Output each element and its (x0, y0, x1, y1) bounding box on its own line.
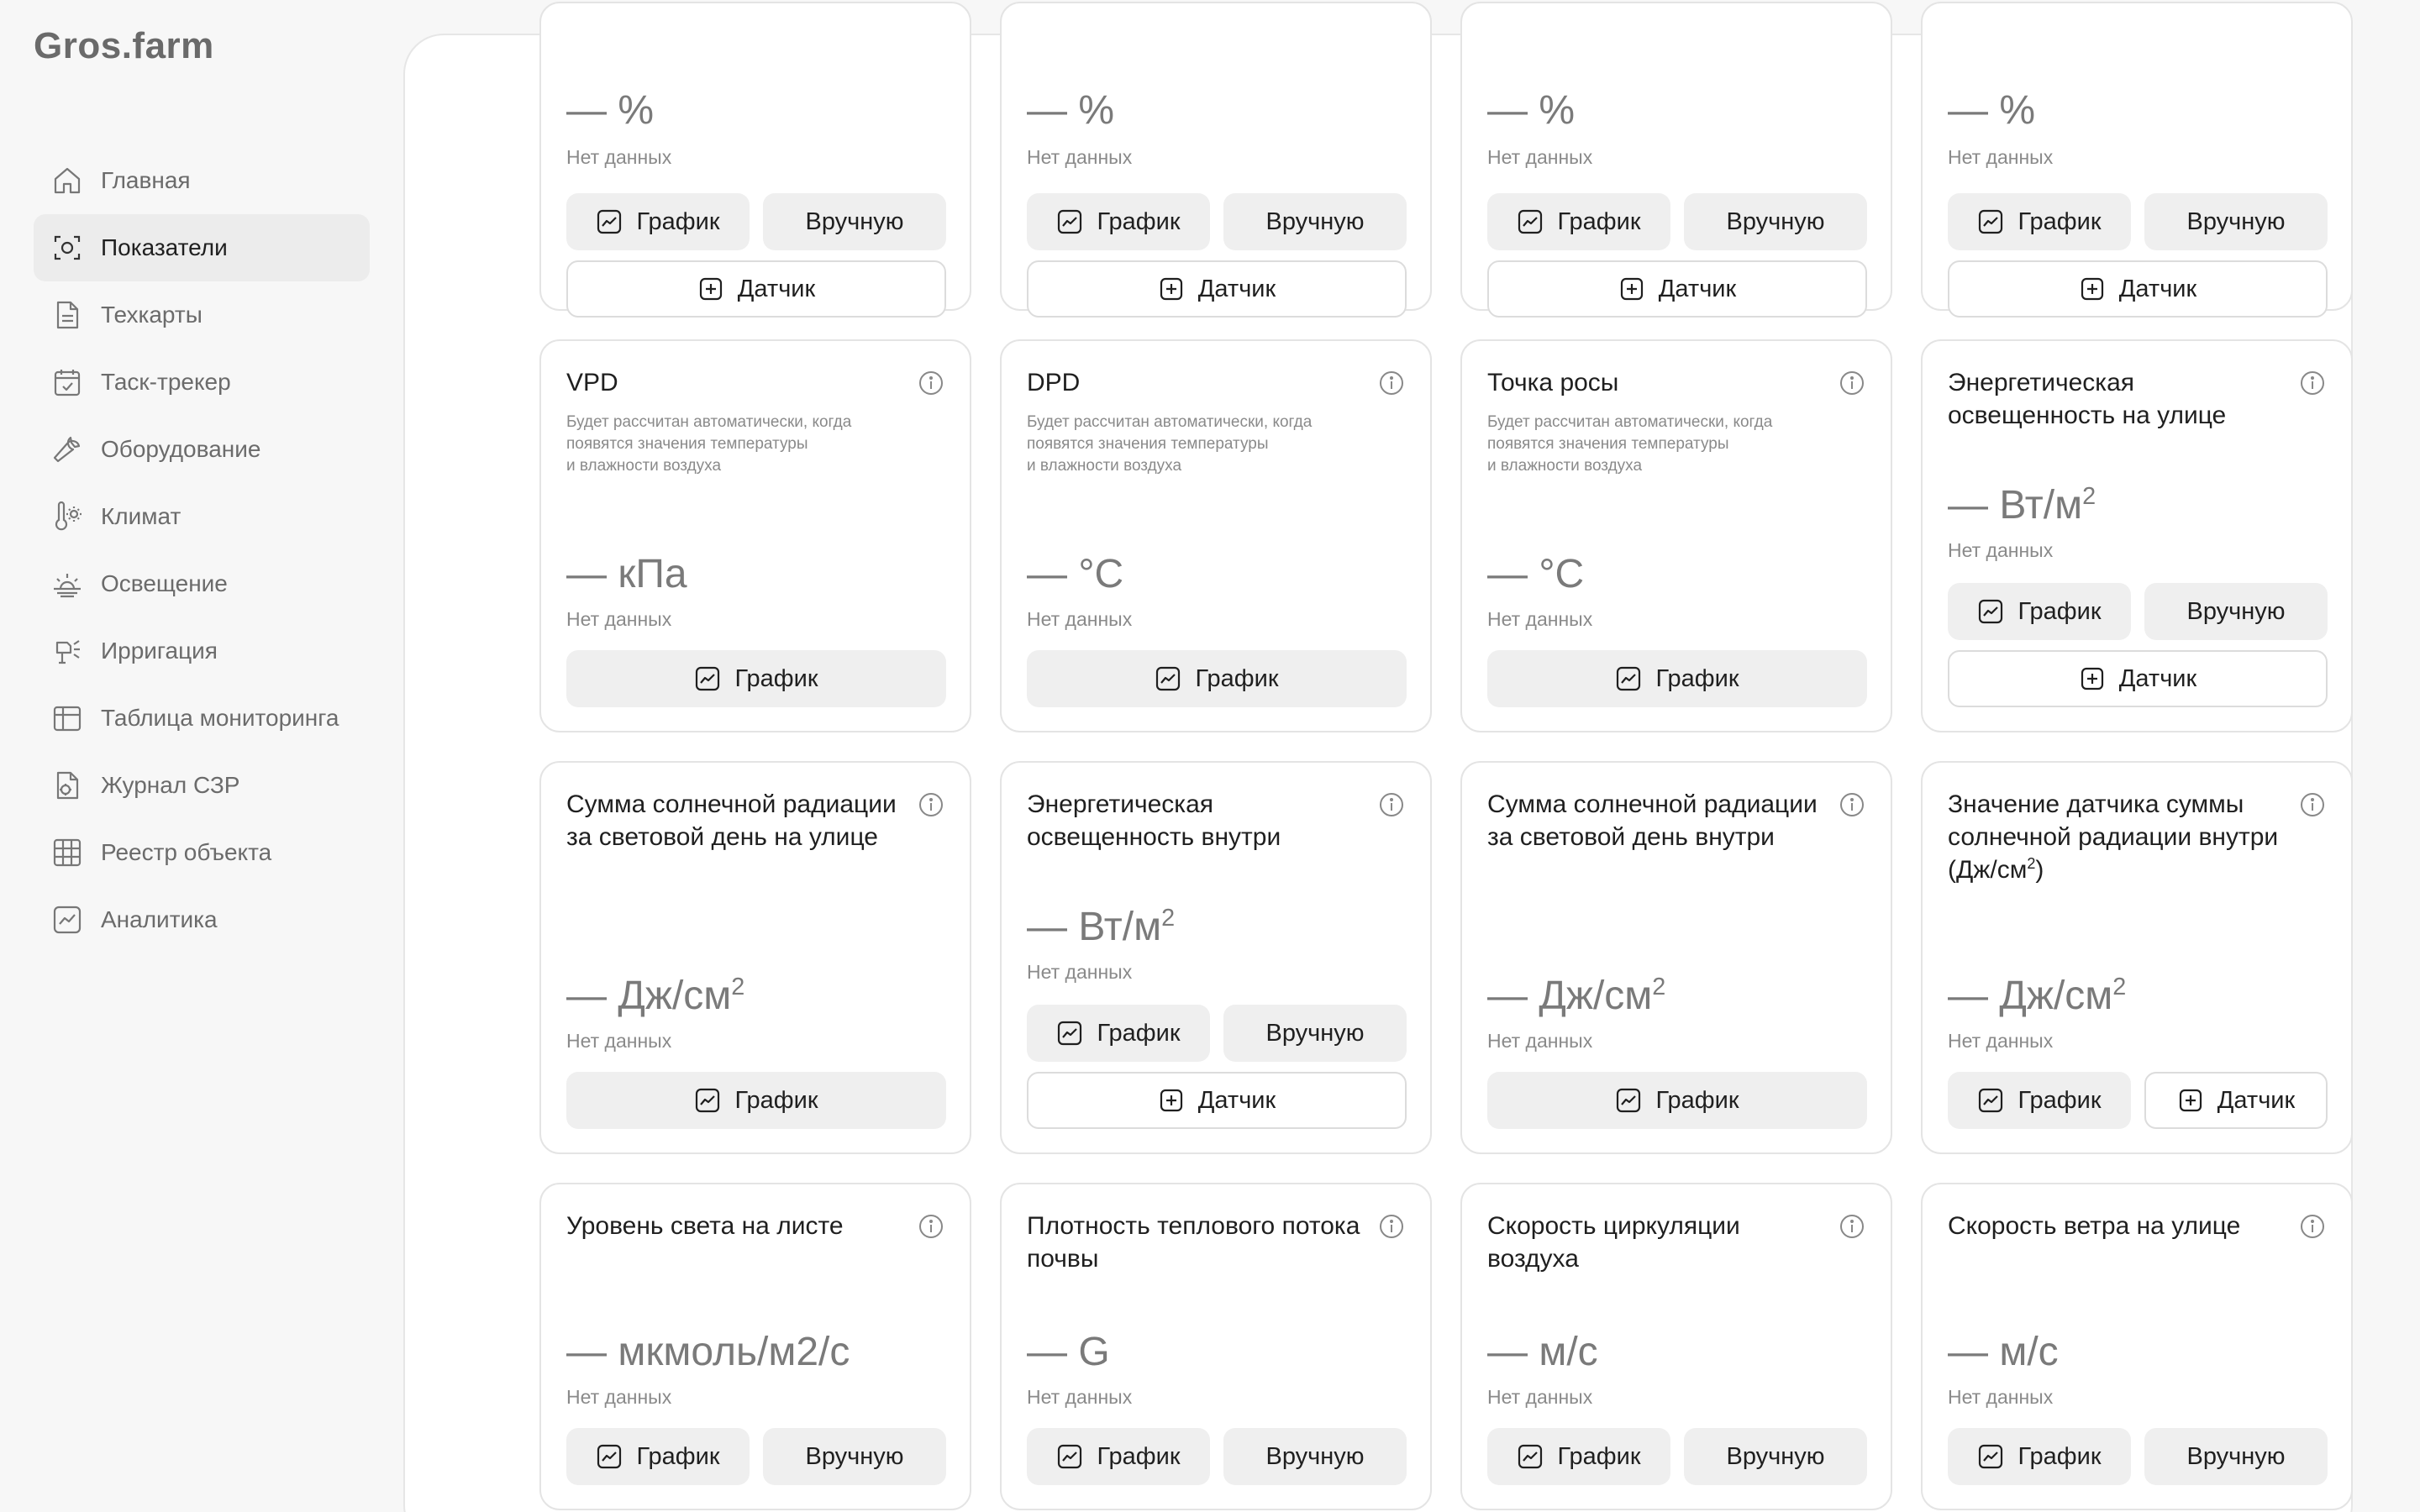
no-data-label: Нет данных (1948, 1030, 2054, 1052)
indicator-value: — % (1027, 88, 1115, 133)
chart-button-label: График (1097, 207, 1181, 235)
info-icon[interactable] (1839, 1213, 1865, 1240)
chart-icon (50, 903, 84, 937)
sensor-button-label: Датчик (2217, 1086, 2296, 1114)
sidebar-item-indicators[interactable] (34, 214, 370, 281)
card-title: Энергетическая освещенность внутри (1027, 790, 1281, 851)
indicator-card (1921, 2, 2353, 311)
indicator-value: — $Дж/см^2$ (566, 974, 745, 1018)
chart-icon (694, 1087, 721, 1114)
sidebar-item-label: Журнал СЗР (101, 772, 240, 798)
card-title: Уровень света на листе (566, 1212, 844, 1240)
plus-square-icon (2177, 1087, 2204, 1114)
info-icon[interactable] (1839, 370, 1865, 396)
indicator-card-leaf-light (539, 1183, 971, 1510)
chart-icon (1517, 1443, 1544, 1470)
sensor-button-label: Датчик (2118, 664, 2197, 692)
manual-button[interactable]: Вручную (1223, 193, 1407, 250)
indicator-card-air-circulation (1460, 1183, 1892, 1510)
info-icon[interactable] (1378, 791, 1405, 818)
sensor-button-label: Датчик (1658, 275, 1737, 302)
chart-button[interactable] (1027, 193, 1210, 250)
no-data-label: Нет данных (1027, 961, 1133, 983)
wrench-icon (50, 433, 84, 466)
no-data-label: Нет данных (1487, 1030, 1593, 1052)
chart-button[interactable] (566, 1072, 946, 1129)
chart-button[interactable] (1027, 1005, 1210, 1062)
indicator-value: — % (1948, 88, 2036, 133)
sensor-button[interactable] (1948, 260, 2328, 318)
no-data-label: Нет данных (566, 146, 672, 168)
card-title: Плотность теплового потока почвы (1027, 1212, 1360, 1273)
sidebar-item-label: Оборудование (101, 436, 261, 462)
sidebar-nav (34, 147, 370, 953)
sensor-button-label: Датчик (1197, 275, 1276, 302)
indicator-card-wind-speed (1921, 1183, 2353, 1510)
chart-icon (596, 208, 623, 235)
sensor-button[interactable] (2144, 1072, 2328, 1129)
chart-icon (1155, 665, 1181, 692)
card-description: Будет рассчитан автоматически, когда появятся значения температуры и влажности воздуха (1487, 413, 1773, 475)
indicator-value: — $Вт/м^2$ (1948, 483, 2096, 528)
chart-button[interactable] (1487, 1072, 1867, 1129)
sidebar-item-techcards[interactable] (34, 281, 370, 349)
indicator-card-solar-sum-inside (1460, 761, 1892, 1154)
card-description: Будет рассчитан автоматически, когда появятся значения температуры и влажности воздуха (1027, 413, 1313, 475)
no-data-label: Нет данных (1027, 1386, 1133, 1408)
chart-button-label: График (1097, 1019, 1181, 1047)
info-icon[interactable] (2299, 370, 2326, 396)
indicator-card-soil-heat-flux (1000, 1183, 1432, 1510)
chart-button-label: График (1097, 1442, 1181, 1470)
indicator-card-vpd (539, 339, 971, 732)
sensor-button-label: Датчик (2118, 275, 2197, 302)
card-description: Будет рассчитан автоматически, когда появятся значения температуры и влажности воздуха (566, 413, 852, 475)
manual-button[interactable]: Вручную (1684, 193, 1867, 250)
chart-icon (1517, 208, 1544, 235)
indicator-value: — кПа (566, 552, 687, 596)
journal-icon (50, 769, 84, 802)
chart-button-label: График (734, 664, 818, 692)
plus-square-icon (2079, 665, 2106, 692)
sidebar-item-irrigation[interactable] (34, 617, 370, 685)
chart-icon (1977, 1443, 2004, 1470)
thermometer-sun-icon (50, 500, 84, 533)
card-title: Сумма солнечной радиации за световой день на улице (566, 790, 897, 851)
indicator-value: — $Дж/см^2$ (1487, 974, 1666, 1018)
chart-button-label: График (2018, 1442, 2102, 1470)
sensor-button[interactable] (1027, 1072, 1407, 1129)
indicator-value: — м/с (1948, 1330, 2059, 1374)
info-icon[interactable] (2299, 791, 2326, 818)
manual-button[interactable]: Вручную (1223, 1005, 1407, 1062)
no-data-label: Нет данных (1027, 608, 1133, 630)
indicator-card-irradiance-outside (1921, 339, 2353, 732)
sensor-button-label: Датчик (737, 275, 816, 302)
sidebar-item-label: Климат (101, 503, 182, 529)
sidebar (0, 0, 403, 1512)
indicator-value: — % (566, 88, 655, 133)
chart-icon (1977, 598, 2004, 625)
chart-button[interactable] (566, 193, 750, 250)
card-title: Точка росы (1487, 369, 1619, 396)
sensor-button[interactable] (1027, 260, 1407, 318)
sidebar-item-label: Освещение (101, 570, 228, 596)
sidebar-item-monitoring-table[interactable] (34, 685, 370, 752)
no-data-label: Нет данных (1487, 1386, 1593, 1408)
no-data-label: Нет данных (1027, 146, 1133, 168)
manual-button[interactable]: Вручную (2144, 1428, 2328, 1485)
indicators-icon (50, 231, 84, 265)
indicator-value: — % (1487, 88, 1576, 133)
info-icon[interactable] (2299, 1213, 2326, 1240)
indicator-card-solar-sum-outside (539, 761, 971, 1154)
indicator-card-irradiance-inside (1000, 761, 1432, 1154)
chart-icon (1615, 665, 1642, 692)
chart-button[interactable] (1487, 1428, 1670, 1485)
grid-icon (50, 836, 84, 869)
chart-button[interactable] (1487, 650, 1867, 707)
no-data-label: Нет данных (566, 608, 672, 630)
chart-button[interactable] (1027, 650, 1407, 707)
sensor-button-label: Датчик (1197, 1086, 1276, 1114)
chart-button[interactable] (566, 650, 946, 707)
chart-button[interactable] (1948, 1428, 2131, 1485)
sidebar-item-label: Таблица мониторинга (101, 705, 339, 731)
indicator-card-solar-sensor-inside (1921, 761, 2353, 1154)
plus-square-icon (697, 276, 724, 302)
table-icon (50, 701, 84, 735)
chart-button[interactable] (1487, 193, 1670, 250)
no-data-label: Нет данных (1487, 146, 1593, 168)
info-icon[interactable] (918, 791, 944, 818)
card-title: Скорость циркуляции воздуха (1487, 1212, 1740, 1273)
card-title: Скорость ветра на улице (1948, 1212, 2241, 1240)
chart-icon (1977, 208, 2004, 235)
sidebar-item-label: Аналитика (101, 906, 218, 932)
sidebar-item-szr-journal[interactable] (34, 752, 370, 819)
no-data-label: Нет данных (1948, 146, 2054, 168)
indicator-value: — $Вт/м^2$ (1027, 905, 1176, 949)
chart-icon (1056, 1020, 1083, 1047)
chart-button[interactable] (1948, 583, 2131, 640)
main-panel (403, 34, 2353, 1512)
plus-square-icon (2079, 276, 2106, 302)
chart-button-label: График (636, 207, 720, 235)
document-icon (50, 298, 84, 332)
card-title: Сумма солнечной радиации за световой день внутри (1487, 790, 1818, 851)
chart-button[interactable] (566, 1428, 750, 1485)
no-data-label: Нет данных (1487, 608, 1593, 630)
chart-button-label: График (734, 1086, 818, 1114)
manual-button[interactable]: Вручную (2144, 583, 2328, 640)
card-title: DPD (1027, 369, 1081, 396)
chart-button-label: График (1195, 664, 1279, 692)
chart-button-label: График (1655, 1086, 1739, 1114)
card-title: Энергетическая освещенность на улице (1948, 369, 2227, 429)
card-title: VPD (566, 369, 618, 396)
indicator-value: — °C (1487, 552, 1585, 596)
indicator-value: — G (1027, 1330, 1110, 1374)
plus-square-icon (1618, 276, 1645, 302)
calendar-check-icon (50, 365, 84, 399)
chart-button[interactable] (1948, 1072, 2131, 1129)
chart-button-label: График (636, 1442, 720, 1470)
sidebar-item-analytics[interactable] (34, 886, 370, 953)
app-logo[interactable]: Gros.farm (34, 25, 214, 66)
sidebar-item-climate[interactable] (34, 483, 370, 550)
indicator-card (1000, 2, 1432, 311)
chart-icon (1056, 1443, 1083, 1470)
sensor-button[interactable] (1948, 650, 2328, 707)
chart-button[interactable] (1948, 193, 2131, 250)
info-icon[interactable] (918, 1213, 944, 1240)
indicator-value: — мкмоль/м2/с (566, 1330, 850, 1374)
indicator-value: — $Дж/см^2$ (1948, 974, 2127, 1018)
no-data-label: Нет данных (1948, 1386, 2054, 1408)
sidebar-item-label: Ирригация (101, 638, 218, 664)
sidebar-item-label: Показатели (101, 234, 228, 260)
chart-icon (596, 1443, 623, 1470)
chart-icon (1615, 1087, 1642, 1114)
manual-button[interactable]: Вручную (2144, 193, 2328, 250)
sidebar-item-label: Главная (101, 167, 191, 193)
chart-button-label: График (2018, 597, 2102, 625)
manual-button[interactable]: Вручную (763, 1428, 946, 1485)
sidebar-item-label: Техкарты (101, 302, 203, 328)
sensor-button[interactable] (1487, 260, 1867, 318)
indicator-card-dpd (1000, 339, 1432, 732)
info-icon[interactable] (1378, 1213, 1405, 1240)
chart-button-label: График (1655, 664, 1739, 692)
manual-button[interactable]: Вручную (763, 193, 946, 250)
chart-button[interactable] (1027, 1428, 1210, 1485)
info-icon[interactable] (1378, 370, 1405, 396)
chart-icon (694, 665, 721, 692)
chart-button-label: График (2018, 1086, 2102, 1114)
no-data-label: Нет данных (1948, 539, 2054, 561)
plus-square-icon (1158, 1087, 1185, 1114)
manual-button[interactable]: Вручную (1684, 1428, 1867, 1485)
plus-square-icon (1158, 276, 1185, 302)
indicator-card (539, 2, 971, 311)
sensor-button[interactable] (566, 260, 946, 318)
chart-button-label: График (2018, 207, 2102, 235)
sunrise-icon (50, 567, 84, 601)
sidebar-item-object-registry[interactable] (34, 819, 370, 886)
chart-button-label: График (1557, 207, 1641, 235)
manual-button[interactable]: Вручную (1223, 1428, 1407, 1485)
no-data-label: Нет данных (566, 1386, 672, 1408)
chart-icon (1977, 1087, 2004, 1114)
indicator-value: — м/с (1487, 1330, 1598, 1374)
sidebar-item-lighting[interactable] (34, 550, 370, 617)
sprinkler-icon (50, 634, 84, 668)
sidebar-item-label: Таск-трекер (101, 369, 231, 395)
card-title: Значение датчика суммы солнечной радиации внутри $(Дж/см^2)$ (1948, 790, 2279, 884)
no-data-label: Нет данных (566, 1030, 672, 1052)
sidebar-item-home[interactable] (34, 147, 370, 214)
chart-icon (1056, 208, 1083, 235)
home-icon (50, 164, 84, 197)
chart-button-label: График (1557, 1442, 1641, 1470)
sidebar-item-equipment[interactable] (34, 416, 370, 483)
info-icon[interactable] (918, 370, 944, 396)
indicator-card (1460, 2, 1892, 311)
sidebar-item-task-tracker[interactable] (34, 349, 370, 416)
indicator-value: — °C (1027, 552, 1124, 596)
sidebar-item-label: Реестр объекта (101, 839, 272, 865)
info-icon[interactable] (1839, 791, 1865, 818)
indicator-card-dew-point (1460, 339, 1892, 732)
